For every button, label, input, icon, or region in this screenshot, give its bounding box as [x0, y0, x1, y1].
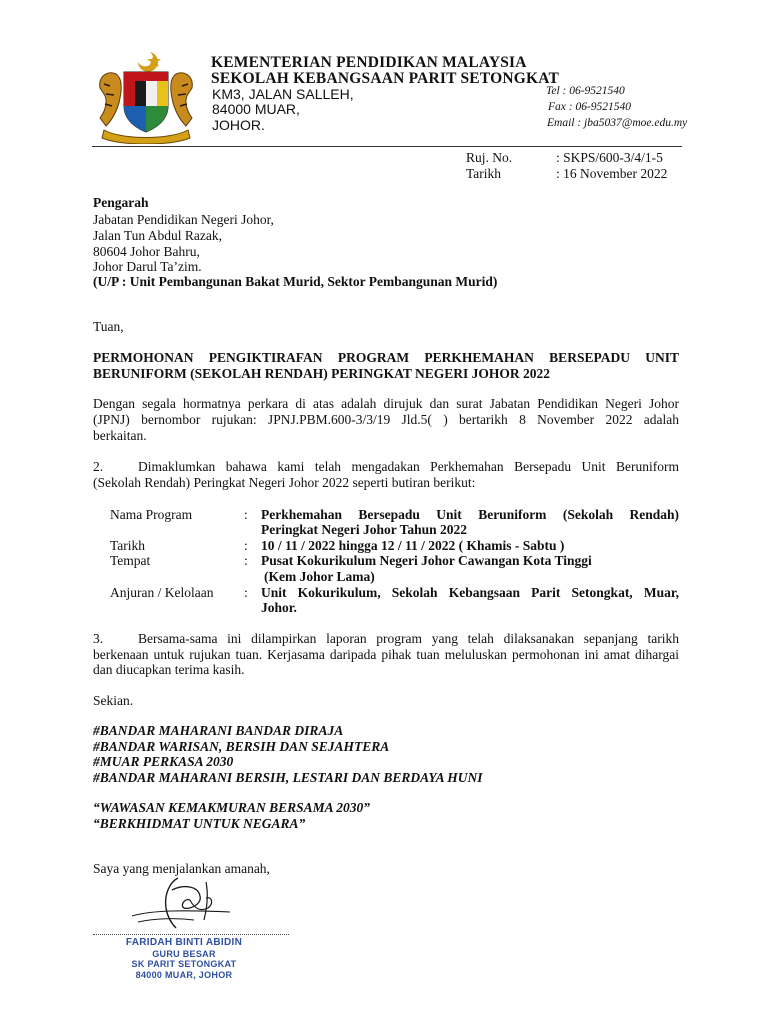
- motto-2: “BERKHIDMAT UNTUK NEGARA”: [93, 816, 306, 831]
- telephone: Tel : 06-9521540: [546, 85, 625, 97]
- organizer-label: Anjuran / Kelolaan: [110, 585, 214, 600]
- program-name-value-1: Perkhemahan Bersepadu Unit Beruniform (Sekolah Rendah): [261, 507, 679, 522]
- program-name-label: Nama Program: [110, 507, 193, 522]
- salutation: Tuan,: [93, 319, 124, 334]
- ref-no-label: Ruj. No.: [466, 150, 513, 165]
- official-stamp: [118, 938, 250, 980]
- program-name-value-2: Peringkat Negeri Johor Tahun 2022: [261, 522, 468, 537]
- signature: [128, 868, 238, 938]
- organizer-colon: :: [244, 585, 248, 600]
- date-label: Tarikh: [466, 166, 502, 181]
- para2-line-1: Dimaklumkan bahawa kami telah mengadakan Perkhemahan Bersepadu Unit Beruniform: [138, 459, 679, 474]
- slogan-4: #BANDAR MAHARANI BERSIH, LESTARI DAN BERDAYA HUNI: [93, 770, 483, 785]
- program-date-colon: :: [244, 538, 248, 553]
- letterhead-divider: [92, 146, 682, 147]
- program-name-colon: :: [244, 507, 248, 522]
- school-name: SEKOLAH KEBANGSAAN PARIT SETONGKAT: [211, 70, 560, 87]
- signature-line: [93, 934, 289, 935]
- venue-label: Tempat: [110, 553, 151, 568]
- motto-1: “WAWASAN KEMAKMURAN BERSAMA 2030”: [93, 800, 370, 815]
- para1-line-1: Dengan segala hormatnya perkara di atas adalah dirujuk dan surat Jabatan Pendidikan Negeri Johor: [93, 396, 679, 411]
- slogan-2: #BANDAR WARISAN, BERSIH DAN SEJAHTERA: [93, 739, 390, 754]
- para3-line-3: dan diucapkan terima kasih.: [93, 662, 245, 677]
- address-line-1: KM3, JALAN SALLEH,: [212, 86, 354, 102]
- recipient-line-4: Johor Darul Ta’zim.: [93, 259, 202, 274]
- recipient-line-3: 80604 Johor Bahru,: [93, 244, 200, 259]
- program-date-value: 10 / 11 / 2022 hingga 12 / 11 / 2022 ( Khamis - Sabtu ): [261, 538, 565, 553]
- ministry-name: KEMENTERIAN PENDIDIKAN MALAYSIA: [211, 54, 527, 71]
- organizer-value-1: Unit Kokurikulum, Sekolah Kebangsaan Parit Setongkat, Muar,: [261, 585, 679, 600]
- subject-line-2: BERUNIFORM (SEKOLAH RENDAH) PERINGKAT NEGERI JOHOR 2022: [93, 366, 551, 381]
- para2-number: 2.: [93, 459, 104, 474]
- para1-line-3: berkaitan.: [93, 428, 147, 443]
- email: Email : jba5037@moe.edu.my: [547, 117, 688, 129]
- para3-line-2: berkenaan untuk rujukan tuan. Kerjasama daripada pihak tuan meluluskan permohonan ini amat dihargai: [93, 647, 679, 662]
- address-line-3: JOHOR.: [212, 117, 265, 133]
- organizer-value-2: Johor.: [261, 600, 297, 615]
- coat-of-arms-logo: [92, 48, 200, 144]
- slogan-1: #BANDAR MAHARANI BANDAR DIRAJA: [93, 723, 344, 738]
- subject-line-1: PERMOHONAN PENGIKTIRAFAN PROGRAM PERKHEMAHAN BERSEPADU UNIT: [93, 350, 679, 365]
- fax: Fax : 06-9521540: [548, 101, 632, 113]
- ref-no-value: : SKPS/600-3/4/1-5: [556, 150, 663, 165]
- recipient-line-2: Jalan Tun Abdul Razak,: [93, 228, 223, 243]
- date-value: : 16 November 2022: [556, 166, 668, 181]
- para2-line-2: (Sekolah Rendah) Peringkat Negeri Johor 2022 seperti butiran berikut:: [93, 475, 476, 490]
- recipient-line-1: Jabatan Pendidikan Negeri Johor,: [93, 212, 274, 227]
- program-date-label: Tarikh: [110, 538, 146, 553]
- recipient-title: Pengarah: [93, 195, 149, 210]
- para1-line-2: (JPNJ) bernombor rujukan: JPNJ.PBM.600-3/3/19 Jld.5( ) bertarikh 8 November 2022 adalah: [93, 412, 679, 427]
- stamp-line-4: 84000 MUAR, JOHOR: [135, 969, 233, 980]
- stamp-line-3: SK PARIT SETONGKAT: [131, 959, 237, 969]
- address-line-2: 84000 MUAR,: [212, 101, 300, 117]
- para3-line-1: Bersama-sama ini dilampirkan laporan program yang telah dilaksanakan sepanjang tarikh: [138, 631, 679, 646]
- slogan-3: #MUAR PERKASA 2030: [93, 754, 234, 769]
- venue-value-1: Pusat Kokurikulum Negeri Johor Cawangan Kota Tinggi: [261, 553, 592, 568]
- venue-colon: :: [244, 553, 248, 568]
- recipient-attention: (U/P : Unit Pembangunan Bakat Murid, Sektor Pembangunan Murid): [93, 274, 498, 289]
- para3-number: 3.: [93, 631, 104, 646]
- stamp-line-1: FARIDAH BINTI ABIDIN: [125, 937, 243, 948]
- signoff: Saya yang menjalankan amanah,: [93, 861, 270, 876]
- venue-value-2: (Kem Johor Lama): [264, 569, 375, 584]
- stamp-line-2: GURU BESAR: [152, 948, 216, 959]
- closing: Sekian.: [93, 693, 134, 708]
